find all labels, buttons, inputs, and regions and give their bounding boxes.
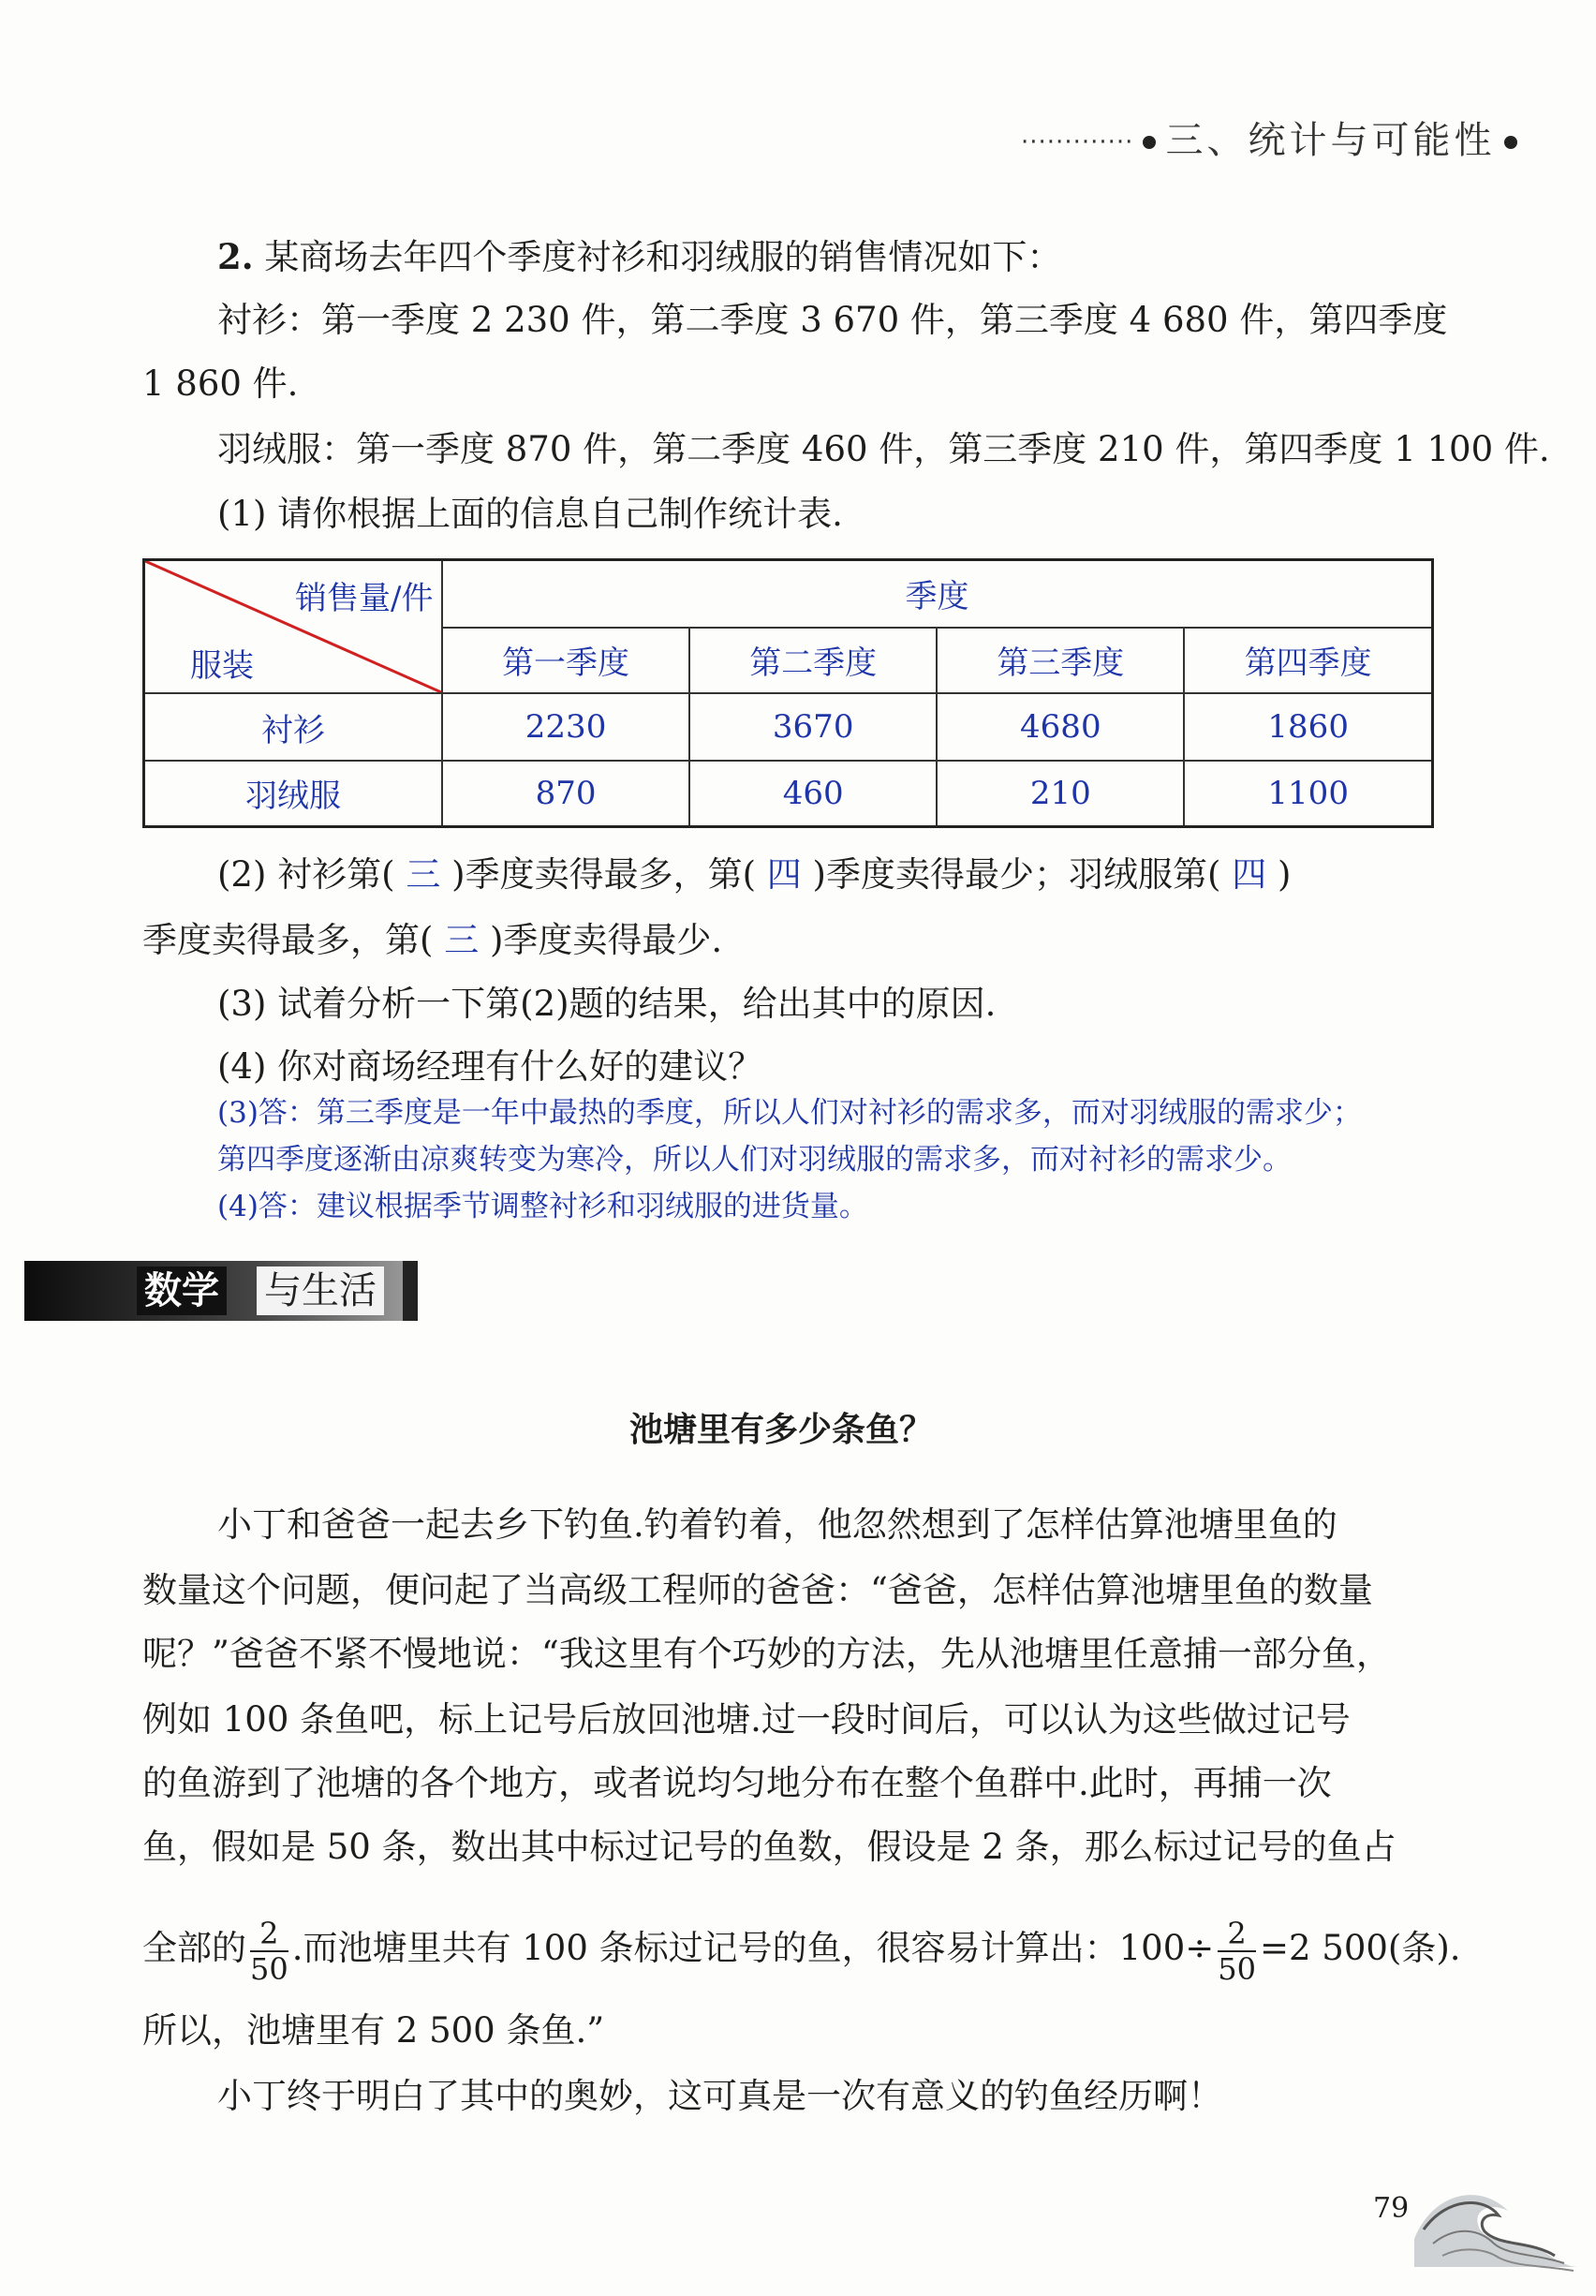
problem-number: 2. [217,236,254,277]
story-line: 数量这个问题，便问起了当高级工程师的爸爸：“爸爸，怎样估算池塘里鱼的数量 [142,1570,1373,1610]
q2-text: )季度卖得最少；羽绒服第( [812,854,1221,895]
row-label-down: 羽绒服 [144,761,443,826]
table-cell: 1100 [1184,761,1432,826]
table-cell: 3670 [689,693,937,761]
banner-title-bold: 数学 [137,1267,227,1315]
bullet-icon [1143,136,1156,149]
banner-title-rest: 与生活 [257,1267,384,1315]
story-text: =2 500(条). [1259,1928,1461,1968]
banner-end-block [403,1261,418,1321]
fraction-denominator: 50 [250,1950,288,1987]
story-line: 小丁和爸爸一起去乡下钓鱼.钓着钓着，他忽然想到了怎样估算池塘里鱼的 [217,1504,1337,1545]
question-1: (1) 请你根据上面的信息自己制作统计表. [217,494,843,534]
col-header-q3: 第三季度 [937,628,1184,693]
story-text: 全部的 [142,1928,246,1968]
problem-intro-text: 某商场去年四个季度衬衫和羽绒服的销售情况如下： [264,237,1062,277]
story-fraction-line [142,1911,1461,1986]
q2-text: (2) 衬衫第( [217,854,395,895]
question-2-line-2 [142,918,722,963]
q2-text: )季度卖得最少. [489,920,723,960]
header-dots: ············· [1021,128,1134,156]
down-line: 羽绒服：第一季度 870 件，第二季度 460 件，第三季度 210 件，第四季度 1 100 件. [217,429,1550,469]
wave-icon [1405,2173,1583,2276]
answer-3-line-2: 第四季度逐渐由凉爽转变为寒冷，所以人们对羽绒服的需求多，而对衬衫的需求少。 [217,1143,1292,1177]
col-header-q2: 第二季度 [689,628,937,693]
page-number: 79 [1373,2192,1410,2225]
fraction [1218,1917,1256,1986]
story-line: 例如 100 条鱼吧，标上记号后放回池塘.过一段时间后，可以认为这些做过记号 [142,1699,1351,1740]
table-cell: 870 [442,761,689,826]
header-title: 三、统计与可能性 [1165,119,1496,162]
story-line: 的鱼游到了池塘的各个地方，或者说均匀地分布在整个鱼群中.此时，再捕一次 [142,1763,1332,1803]
problem-intro [217,234,1061,280]
question-2-line-1 [217,852,1291,897]
table-cell: 4680 [937,693,1184,761]
table-cell: 460 [689,761,937,826]
question-3: (3) 试着分析一下第(2)题的结果，给出其中的原因. [217,984,997,1024]
table-cell: 2230 [442,693,689,761]
fraction-denominator: 50 [1218,1950,1256,1987]
story-line: 呢？”爸爸不紧不慢地说：“我这里有个巧妙的方法，先从池塘里任意捕一部分鱼， [142,1634,1391,1674]
answer-blank: 四 [1232,854,1267,895]
answer-4: (4)答：建议根据季节调整衬衫和羽绒服的进货量。 [217,1190,868,1223]
story-ending: 小丁终于明白了其中的奥妙，这可真是一次有意义的钓鱼经历啊！ [217,2076,1222,2116]
table-cell: 210 [937,761,1184,826]
season-header: 季度 [442,560,1433,628]
corner-bottom-label: 服装 [190,647,254,685]
story-line: 所以，池塘里有 2 500 条鱼.” [142,2010,605,2051]
q2-text: )季度卖得最多，第( [451,854,757,895]
answer-blank: 三 [406,854,441,895]
story-text: .而池塘里共有 100 条标过记号的鱼，很容易计算出：100÷ [291,1928,1215,1968]
fraction-numerator: 2 [250,1917,288,1952]
answer-3-line-1: (3)答：第三季度是一年中最热的季度，所以人们对衬衫的需求多，而对羽绒服的需求少； [217,1096,1362,1130]
table-row [144,761,1433,826]
shirt-line-2: 1 860 件. [142,363,299,404]
story-title: 池塘里有多少条鱼？ [629,1410,934,1449]
story-line: 鱼，假如是 50 条，数出其中标过记号的鱼数，假设是 2 条，那么标过记号的鱼占 [142,1827,1396,1867]
section-banner [24,1261,408,1321]
answer-blank: 三 [444,920,480,960]
col-header-q4: 第四季度 [1184,628,1432,693]
row-label-shirt: 衬衫 [144,693,443,761]
corner-top-label: 销售量/件 [295,580,434,617]
q2-text: 季度卖得最多，第( [142,920,434,960]
fraction-numerator: 2 [1218,1917,1256,1952]
question-4: (4) 你对商场经理有什么好的建议？ [217,1046,763,1087]
col-header-q1: 第一季度 [442,628,689,693]
fraction [250,1917,288,1986]
q2-text: ) [1277,854,1292,895]
table-cell: 1860 [1184,693,1432,761]
table-corner-cell [144,560,443,694]
bullet-icon [1504,136,1517,149]
stat-table [142,558,1434,828]
shirt-line-1: 衬衫：第一季度 2 230 件，第二季度 3 670 件，第三季度 4 680 件，第四季度 [217,300,1448,340]
running-header [1021,111,1527,164]
table-row [144,693,1433,761]
answer-blank: 四 [766,854,802,895]
